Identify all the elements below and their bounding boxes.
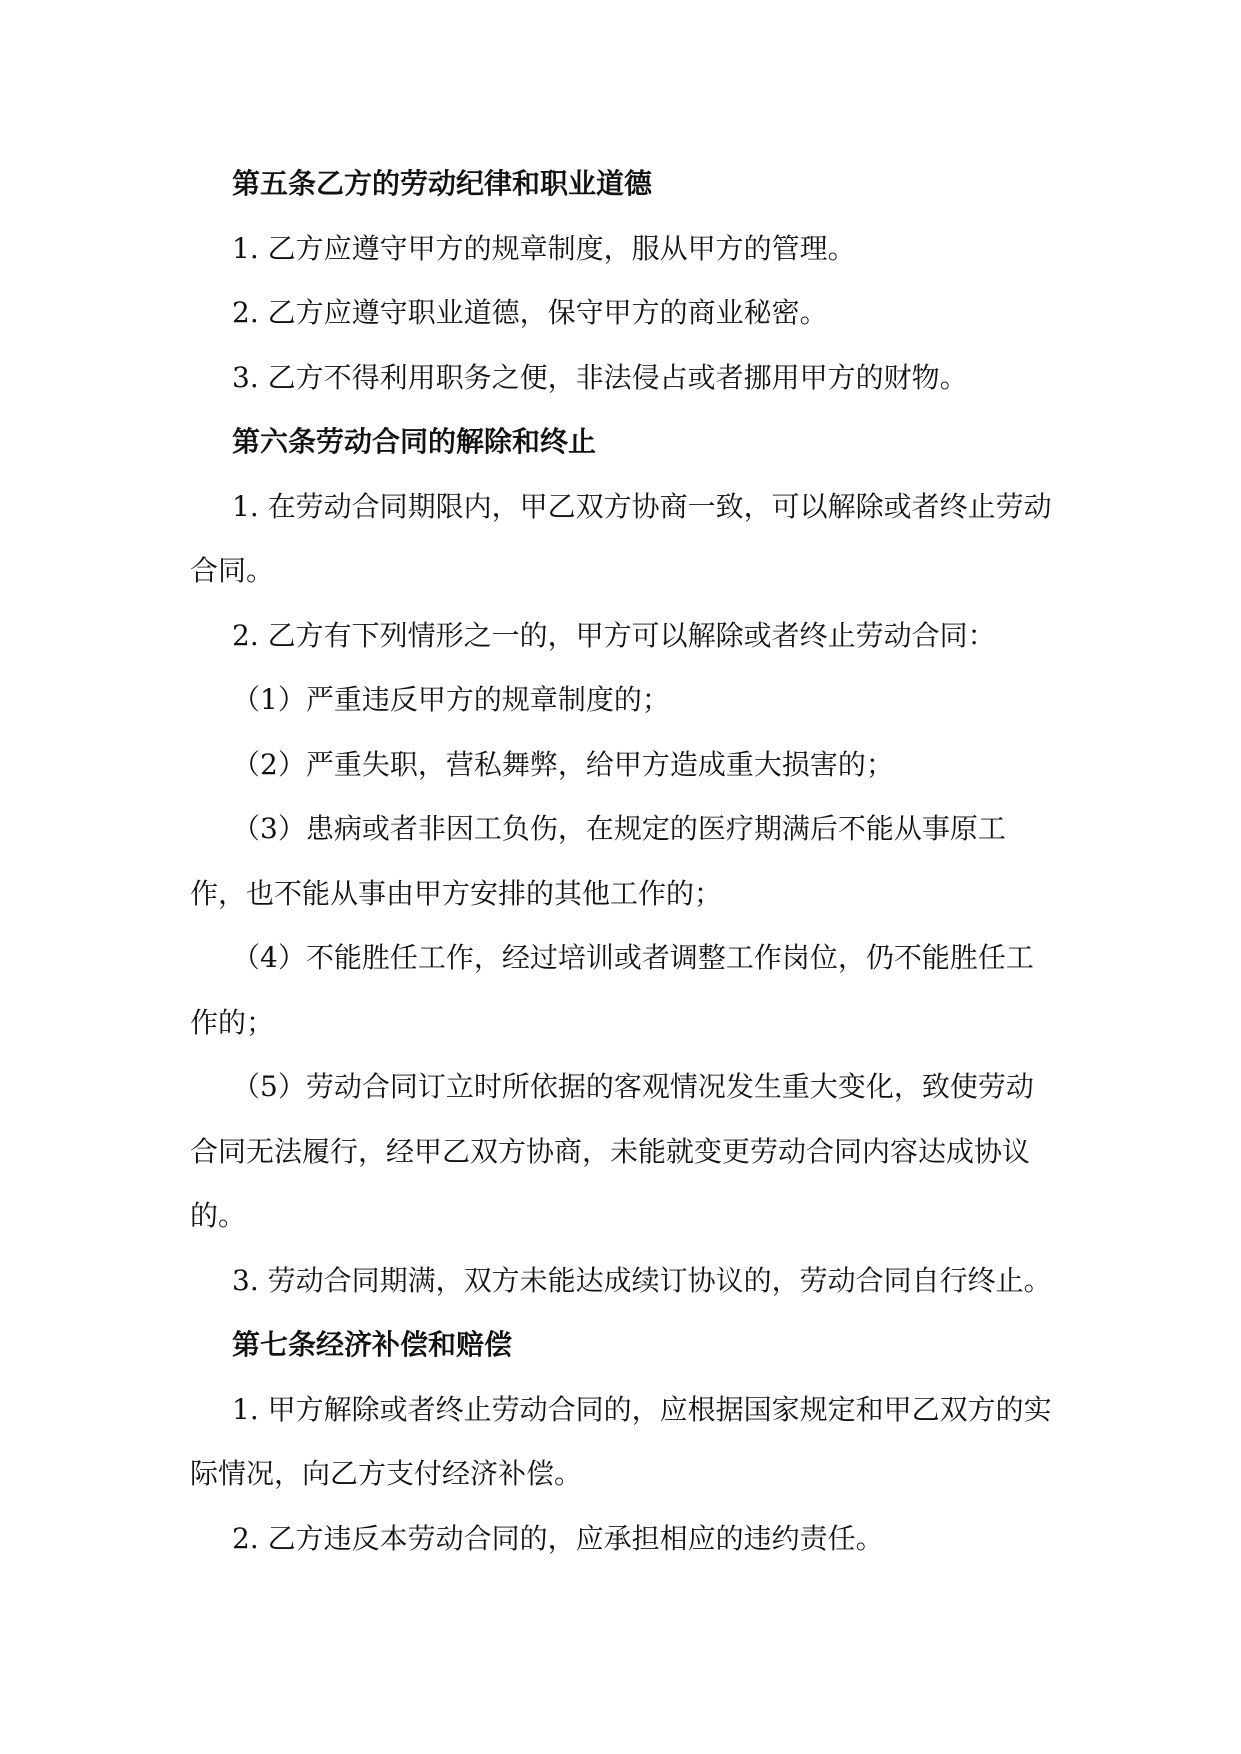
section-7-item-2: 2. 乙方违反本劳动合同的，应承担相应的违约责任。 xyxy=(232,1521,884,1555)
section-5-item-2: 2. 乙方应遵守职业道德，保守甲方的商业秘密。 xyxy=(232,296,828,329)
section-6-clause-1: （1）严重违反甲方的规章制度的； xyxy=(232,683,670,716)
section-6-clause-4: （4）不能胜任工作，经过培训或者调整工作岗位，仍不能胜任工作的； xyxy=(190,941,1034,1039)
section-5-item-1: 1. 乙方应遵守甲方的规章制度，服从甲方的管理。 xyxy=(232,231,856,265)
section-6-clause-2: （2）严重失职，营私舞弊，给甲方造成重大损害的； xyxy=(232,747,894,781)
section-6-item-1: 1. 在劳动合同期限内，甲乙双方协商一致，可以解除或者终止劳动合同。 xyxy=(190,489,1052,587)
section-6-title: 第六条劳动合同的解除和终止 xyxy=(232,425,597,458)
section-6-item-2: 2. 乙方有下列情形之一的，甲方可以解除或者终止劳动合同： xyxy=(232,618,996,652)
section-5-title: 第五条乙方的劳动纪律和职业道德 xyxy=(232,167,653,200)
section-6-clause-5: （5）劳动合同订立时所依据的客观情况发生重大变化，致使劳动合同无法履行，经甲乙双方协商，未能就变更劳动合同内容达成协议的。 xyxy=(190,1070,1034,1232)
section-7-title: 第七条经济补偿和赔偿 xyxy=(232,1328,513,1361)
section-6-clause-3: （3）患病或者非因工负伤，在规定的医疗期满后不能从事原工作，也不能从事由甲方安排的其他工作的； xyxy=(190,812,1006,910)
section-5-item-3: 3. 乙方不得利用职务之便，非法侵占或者挪用甲方的财物。 xyxy=(232,360,968,394)
document-body xyxy=(190,152,1060,1571)
section-6-item-3: 3. 劳动合同期满，双方未能达成续订协议的，劳动合同自行终止。 xyxy=(232,1263,1052,1297)
section-7-item-1: 1. 甲方解除或者终止劳动合同的，应根据国家规定和甲乙双方的实际情况，向乙方支付经济补偿。 xyxy=(190,1392,1052,1490)
